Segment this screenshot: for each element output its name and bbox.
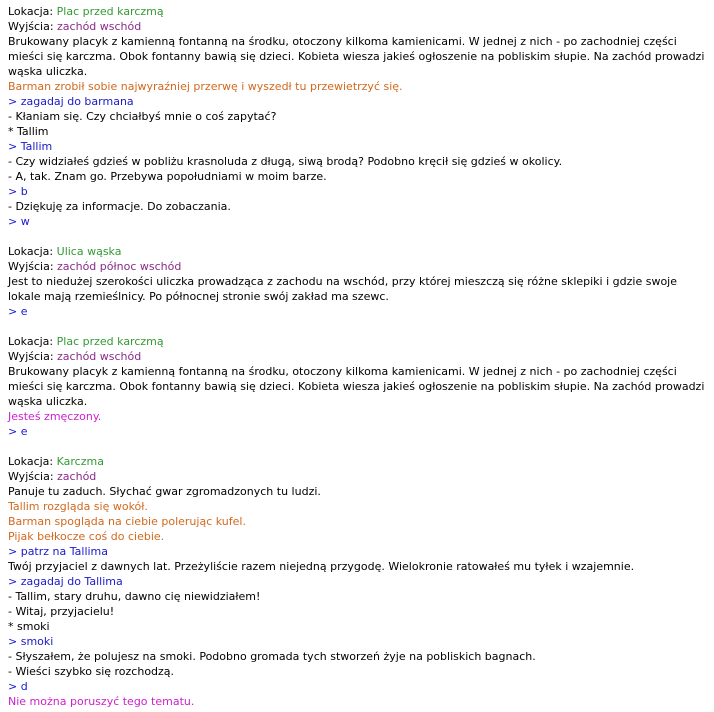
blank-line: [8, 319, 706, 334]
command-line: > patrz na Tallima: [8, 545, 109, 558]
narrative-line: - A, tak. Znam go. Przebywa popołudniami w moim barze.: [8, 170, 327, 183]
location-name: Ulica wąska: [56, 245, 122, 258]
exits-list: zachód wschód: [57, 20, 142, 33]
action-line: Barman zrobił sobie najwyraźniej przerwę i wyszedł tu przewietrzyć się.: [8, 80, 403, 93]
blank-line: [8, 439, 706, 454]
scrollbar[interactable]: [706, 0, 714, 712]
narrative-line: Jest to niedużej szerokości uliczka prowadząca z zachodu na wschód, przy której mieszczą się różne sklepiki i gdzie swoje lokale mają rzemieślnicy. Po północnej stronie swój zakład ma szewc.: [8, 275, 681, 303]
narrative-line: - Dziękuję za informacje. Do zobaczania.: [8, 200, 231, 213]
location-label: Lokacja:: [8, 5, 57, 18]
exits-list: zachód: [57, 470, 97, 483]
system-message: Jesteś zmęczony.: [8, 410, 102, 423]
narrative-line: - Wieści szybko się rozchodzą.: [8, 665, 175, 678]
narrative-line: Twój przyjaciel z dawnych lat. Przeżyliście razem niejedną przygodę. Wielokronie ratowałeś mu tyłek i wzajemnie.: [8, 560, 635, 573]
exits-line: [8, 259, 706, 274]
narrative-line: - Słyszałem, że polujesz na smoki. Podobno gromada tych stworzeń żyje na pobliskich bagnach.: [8, 650, 536, 663]
system-message: Nie można poruszyć tego tematu.: [8, 695, 195, 708]
location-line: [8, 334, 706, 349]
location-label: Lokacja:: [8, 455, 57, 468]
command-line: > Tallim: [8, 140, 53, 153]
exits-list: zachód wschód: [57, 350, 142, 363]
narrative-line: - Witaj, przyjacielu!: [8, 605, 115, 618]
narrative-line: Brukowany placyk z kamienną fontanną na środku, otoczony kilkoma kamienicami. W jednej z nich - po zachodniej części mieści się karczma. Obok fontanny bawią się dzieci. Kobieta wiesza jakieś ogłoszenie na pobliskim słupie. Na zachód prowadzi wąska uliczka.: [8, 35, 705, 78]
action-line: Tallim rozgląda się wokół.: [8, 500, 148, 513]
narrative-line: - Kłaniam się. Czy chciałbyś mnie o coś zapytać?: [8, 110, 277, 123]
blank-line: [8, 229, 706, 244]
exits-label: Wyjścia:: [8, 20, 58, 33]
location-label: Lokacja:: [8, 335, 57, 348]
location-name: Karczma: [56, 455, 104, 468]
narrative-line: - Czy widziałeś gdzieś w pobliżu krasnoluda z długą, siwą brodą? Podobno kręcił się gdzieś w okolicy.: [8, 155, 563, 168]
command-line: > d: [8, 680, 28, 693]
location-line: [8, 454, 706, 469]
command-line: > smoki: [8, 635, 54, 648]
command-line: > e: [8, 425, 28, 438]
exits-label: Wyjścia:: [8, 260, 58, 273]
narrative-line: * smoki: [8, 620, 50, 633]
location-name: Plac przed karczmą: [56, 335, 164, 348]
exits-list: zachód północ wschód: [57, 260, 182, 273]
location-line: [8, 244, 706, 259]
command-line: > e: [8, 305, 28, 318]
command-line: > zagadaj do barmana: [8, 95, 134, 108]
exits-line: [8, 469, 706, 484]
action-line: Pijak bełkocze coś do ciebie.: [8, 530, 165, 543]
narrative-line: * Tallim: [8, 125, 49, 138]
narrative-line: Brukowany placyk z kamienną fontanną na środku, otoczony kilkoma kamienicami. W jednej z nich - po zachodniej części mieści się karczma. Obok fontanny bawią się dzieci. Kobieta wiesza jakieś ogłoszenie na pobliskim słupie. Na zachód prowadzi wąska uliczka.: [8, 365, 705, 408]
action-line: Barman spogląda na ciebie polerując kufel.: [8, 515, 246, 528]
location-label: Lokacja:: [8, 245, 57, 258]
location-line: [8, 4, 706, 19]
exits-label: Wyjścia:: [8, 350, 58, 363]
command-line: > b: [8, 185, 28, 198]
narrative-line: Panuje tu zaduch. Słychać gwar zgromadzonych tu ludzi.: [8, 485, 321, 498]
command-line: > w: [8, 215, 30, 228]
exits-line: [8, 349, 706, 364]
exits-line: [8, 19, 706, 34]
exits-label: Wyjścia:: [8, 470, 58, 483]
command-line: > zagadaj do Tallima: [8, 575, 123, 588]
location-name: Plac przed karczmą: [56, 5, 164, 18]
narrative-line: - Tallim, stary druhu, dawno cię niewidziałem!: [8, 590, 261, 603]
